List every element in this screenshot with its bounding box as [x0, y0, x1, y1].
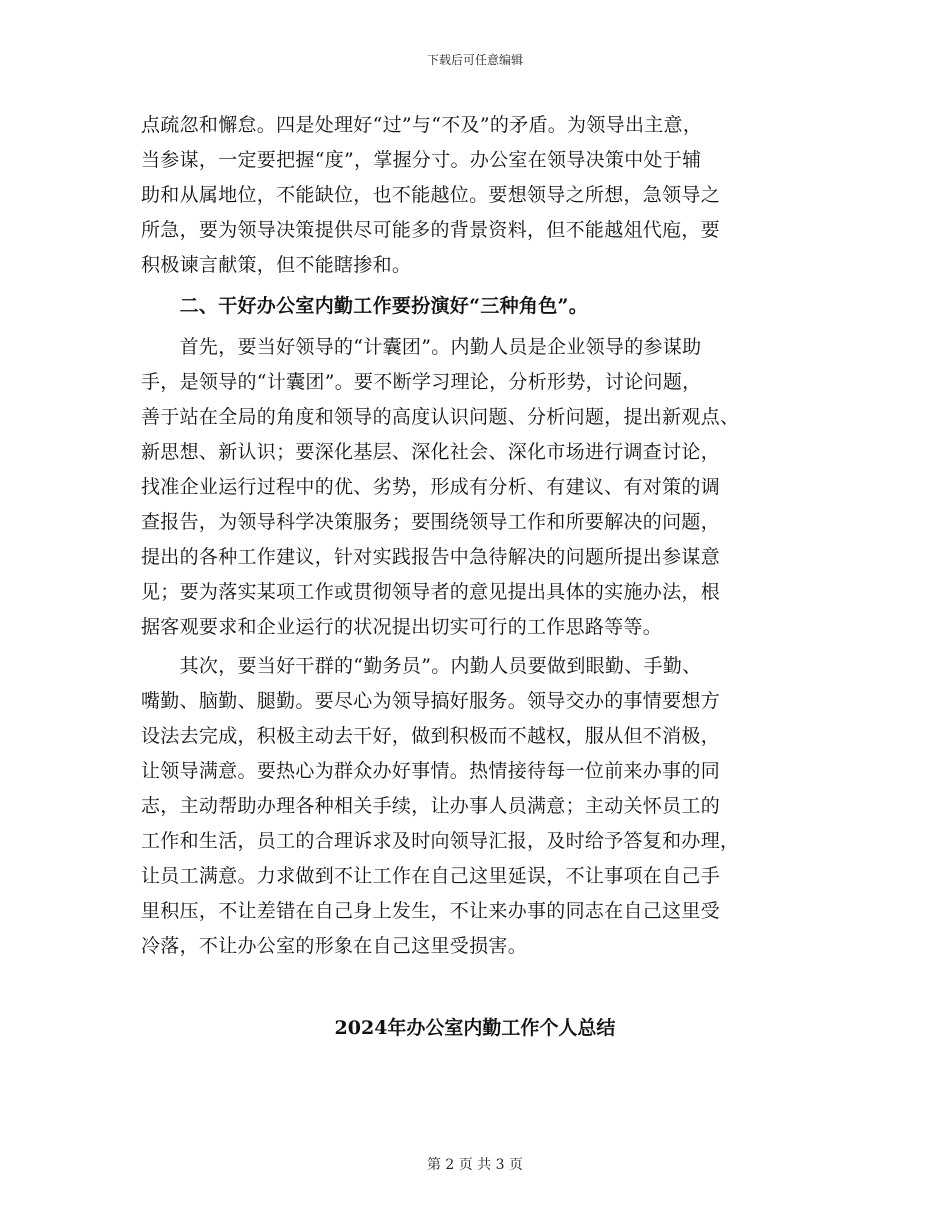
page-header-note: 下载后可任意编辑	[426, 53, 523, 67]
section-heading: 二、干好办公室内勤工作要扮演好“三种角色”。	[141, 295, 589, 317]
body-line: 嘴勤、脑勤、腿勤。要尽心为领导搞好服务。领导交办的事情要想方	[141, 690, 721, 712]
body-line: 设法去完成，积极主动去干好，做到积极而不越权，服从但不消极，	[141, 725, 721, 747]
body-line: 积极谏言献策，但不能瞎掺和。	[141, 254, 412, 276]
body-line: 据客观要求和企业运行的状况提出切实可行的工作思路等等。	[141, 616, 663, 638]
body-line: 当参谋，一定要把握“度”，掌握分寸。办公室在领导决策中处于辅	[141, 149, 702, 171]
body-line: 找准企业运行过程中的优、劣势，形成有分析、有建议、有对策的调	[141, 476, 721, 498]
body-line: 助和从属地位，不能缺位，也不能越位。要想领导之所想，急领导之	[141, 184, 721, 206]
body-line: 让领导满意。要热心为群众办好事情。热情接待每一位前来办事的同	[141, 760, 721, 782]
page-number: 第 2 页 共 3 页	[426, 1157, 524, 1173]
body-line: 里积压，不让差错在自己身上发生，不让来办事的同志在自己这里受	[141, 900, 721, 922]
body-line: 见；要为落实某项工作或贯彻领导者的意见提出具体的实施办法，根	[141, 581, 721, 603]
body-line: 所急，要为领导决策提供尽可能多的背景资料，但不能越俎代庖，要	[141, 219, 721, 241]
body-line: 查报告，为领导科学决策服务；要围绕领导工作和所要解决的问题，	[141, 511, 721, 533]
body-line: 点疏忽和懈怠。四是处理好“过”与“不及”的矛盾。为领导出主意，	[141, 114, 703, 136]
body-line: 工作和生活，员工的合理诉求及时向领导汇报，及时给予答复和办理，	[141, 830, 740, 852]
body-line: 让员工满意。力求做到不让工作在自己这里延误，不让事项在自己手	[141, 865, 721, 887]
body-line: 提出的各种工作建议，针对实践报告中急待解决的问题所提出参谋意	[141, 546, 721, 568]
body-line: 志，主动帮助办理各种相关手续，让办事人员满意；主动关怀员工的	[141, 795, 721, 817]
body-line: 手，是领导的“计囊团”。要不断学习理论，分析形势，讨论问题，	[141, 371, 702, 393]
document-title: 2024年办公室内勤工作个人总结	[334, 1017, 616, 1039]
body-line: 其次，要当好干群的“勤务员”。内勤人员要做到眼勤、手勤、	[141, 655, 702, 677]
body-line: 善于站在全局的角度和领导的高度认识问题、分析问题，提出新观点、	[141, 406, 740, 428]
body-line: 新思想、新认识；要深化基层、深化社会、深化市场进行调查讨论，	[141, 441, 721, 463]
body-line: 首先，要当好领导的“计囊团”。内勤人员是企业领导的参谋助	[141, 336, 702, 358]
body-line: 冷落，不让办公室的形象在自己这里受损害。	[141, 935, 528, 957]
